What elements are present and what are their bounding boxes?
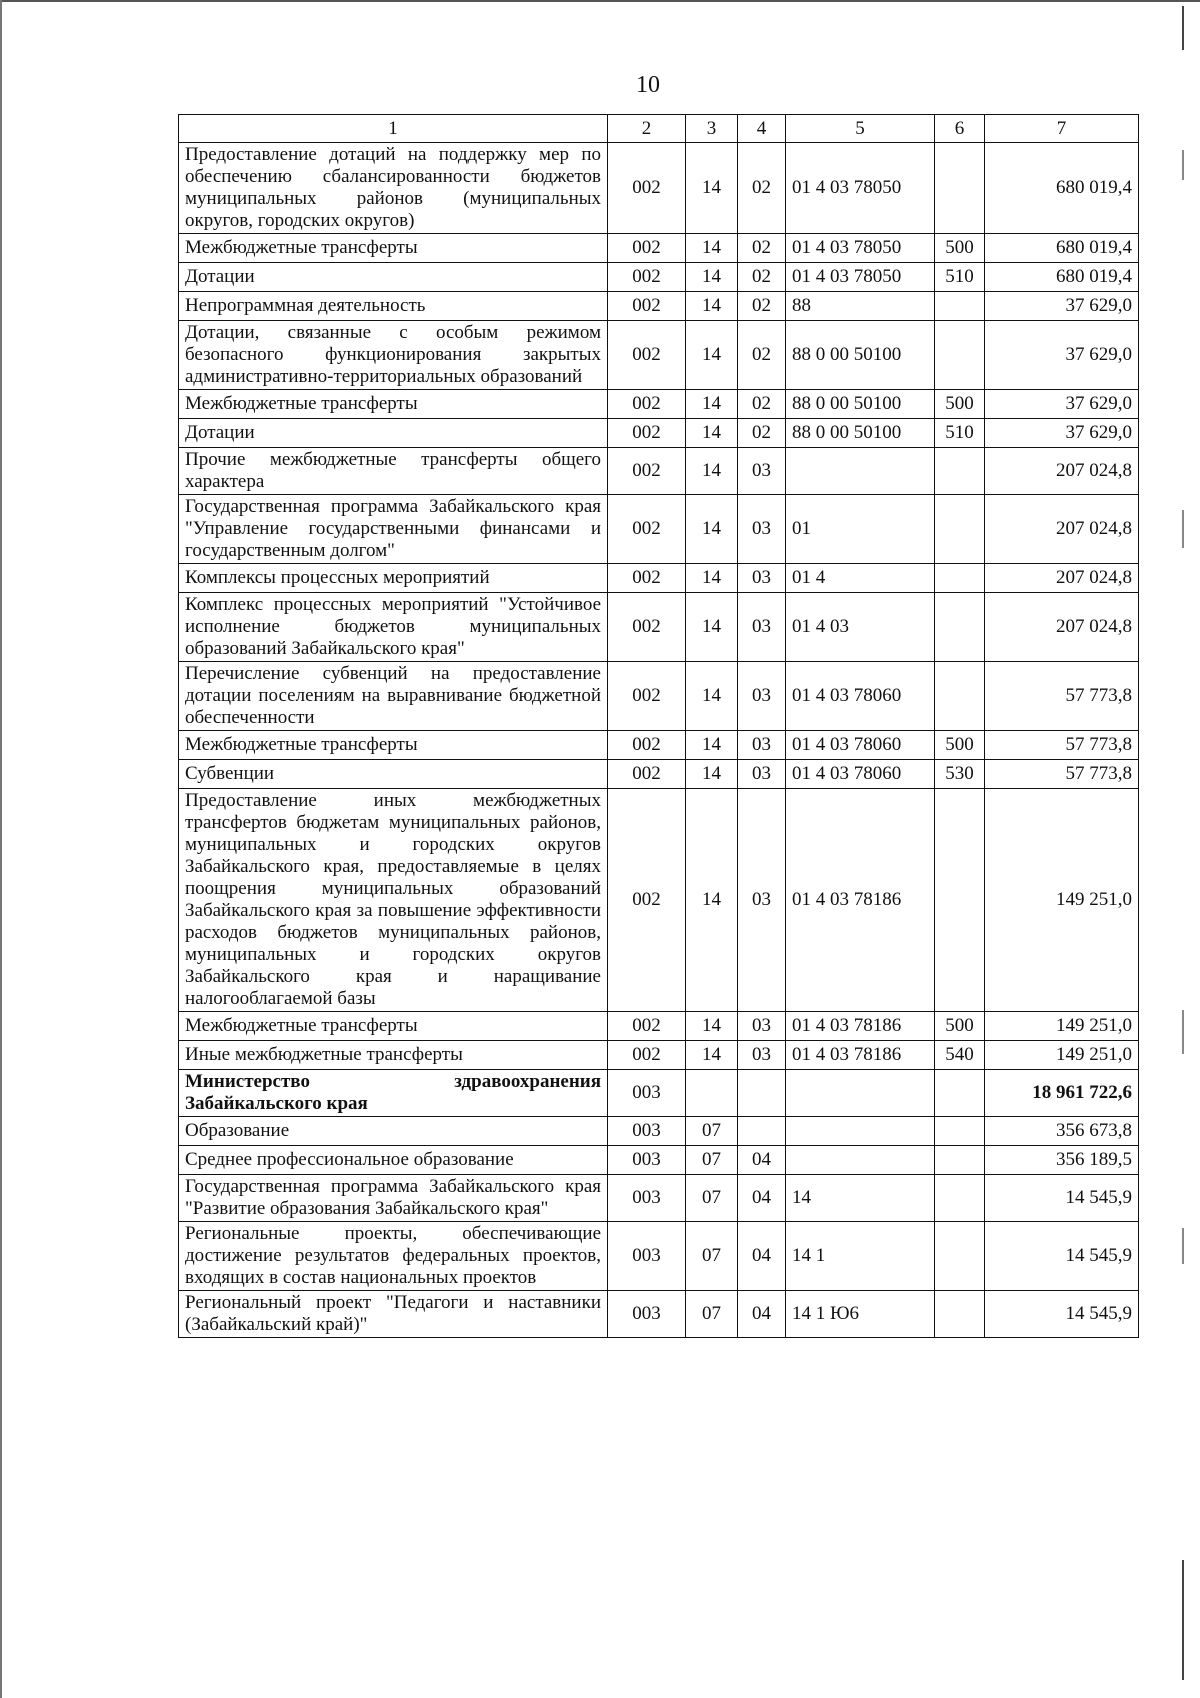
table-row: [179, 448, 1139, 495]
row-section-code: 14: [686, 263, 738, 292]
row-target-article: 14 1: [786, 1222, 935, 1291]
row-subsection-code: 02: [738, 292, 786, 321]
table-row: [179, 263, 1139, 292]
row-subsection-code: 03: [738, 662, 786, 731]
scan-mark: [1182, 1560, 1184, 1680]
row-subsection-code: 03: [738, 1041, 786, 1070]
row-amount: 37 629,0: [985, 390, 1139, 419]
table-row: [179, 1041, 1139, 1070]
row-target-article: [786, 1070, 935, 1117]
row-subsection-code: 02: [738, 390, 786, 419]
row-expense-type: 500: [935, 390, 985, 419]
row-name: Субвенции: [179, 760, 608, 789]
row-section-code: 14: [686, 495, 738, 564]
row-amount: 14 545,9: [985, 1291, 1139, 1338]
scan-edge-left: [0, 0, 2, 1698]
row-subsection-code: 02: [738, 143, 786, 234]
row-target-article: 14: [786, 1175, 935, 1222]
row-expense-type: [935, 593, 985, 662]
row-amount: 207 024,8: [985, 564, 1139, 593]
row-target-article: 01 4 03 78186: [786, 789, 935, 1012]
row-name: Дотации: [179, 263, 608, 292]
row-expense-type: [935, 1070, 985, 1117]
row-ved-code: 002: [608, 292, 686, 321]
row-ved-code: 002: [608, 263, 686, 292]
row-name: Образование: [179, 1117, 608, 1146]
row-expense-type: 510: [935, 263, 985, 292]
col-header-pr: 4: [738, 115, 786, 143]
row-ved-code: 002: [608, 789, 686, 1012]
row-amount: 57 773,8: [985, 662, 1139, 731]
scan-mark: [1182, 1010, 1184, 1054]
row-subsection-code: 03: [738, 564, 786, 593]
row-amount: 57 773,8: [985, 760, 1139, 789]
scan-mark: [1182, 510, 1184, 548]
table-row: [179, 564, 1139, 593]
row-ved-code: 002: [608, 321, 686, 390]
col-header-amount: 7: [985, 115, 1139, 143]
table-row: [179, 731, 1139, 760]
row-name: Перечисление субвенций на предоставление дотации поселениям на выравнивание бюджетной обеспеченности: [179, 662, 608, 731]
table-row: [179, 593, 1139, 662]
row-section-code: 14: [686, 1012, 738, 1041]
row-name: Иные межбюджетные трансферты: [179, 1041, 608, 1070]
row-target-article: 01 4 03 78050: [786, 263, 935, 292]
row-name: Межбюджетные трансферты: [179, 1012, 608, 1041]
row-expense-type: [935, 1117, 985, 1146]
row-subsection-code: 03: [738, 1012, 786, 1041]
col-header-ved: 2: [608, 115, 686, 143]
row-section-code: 14: [686, 593, 738, 662]
row-ved-code: 002: [608, 234, 686, 263]
row-ved-code: 002: [608, 1041, 686, 1070]
table-row: [179, 1117, 1139, 1146]
row-ved-code: 002: [608, 662, 686, 731]
table-row: [179, 234, 1139, 263]
row-ved-code: 002: [608, 143, 686, 234]
row-target-article: 01 4: [786, 564, 935, 593]
page-number: 10: [636, 72, 660, 98]
row-section-code: [686, 1070, 738, 1117]
row-expense-type: 510: [935, 419, 985, 448]
col-header-vr: 6: [935, 115, 985, 143]
row-name: Региональный проект "Педагоги и наставники (Забайкальский край)": [179, 1291, 608, 1338]
row-subsection-code: 04: [738, 1222, 786, 1291]
row-name: Межбюджетные трансферты: [179, 390, 608, 419]
row-expense-type: [935, 495, 985, 564]
row-target-article: [786, 448, 935, 495]
row-target-article: [786, 1117, 935, 1146]
row-amount: 680 019,4: [985, 263, 1139, 292]
table-row: [179, 143, 1139, 234]
scan-mark: [1182, 6, 1184, 50]
row-section-code: 14: [686, 321, 738, 390]
row-subsection-code: [738, 1070, 786, 1117]
row-name: Министерство здравоохранения Забайкальского края: [179, 1070, 608, 1117]
row-name: Прочие межбюджетные трансферты общего характера: [179, 448, 608, 495]
row-target-article: 01: [786, 495, 935, 564]
row-section-code: 14: [686, 143, 738, 234]
row-expense-type: [935, 1291, 985, 1338]
row-name: Межбюджетные трансферты: [179, 234, 608, 263]
row-subsection-code: 03: [738, 760, 786, 789]
row-ved-code: 002: [608, 593, 686, 662]
table-row: [179, 1291, 1139, 1338]
row-section-code: 07: [686, 1146, 738, 1175]
row-target-article: 01 4 03 78060: [786, 760, 935, 789]
row-target-article: 01 4 03 78050: [786, 234, 935, 263]
row-expense-type: 530: [935, 760, 985, 789]
row-ved-code: 002: [608, 760, 686, 789]
row-amount: 356 673,8: [985, 1117, 1139, 1146]
row-subsection-code: 04: [738, 1291, 786, 1338]
row-subsection-code: 03: [738, 593, 786, 662]
row-ved-code: 002: [608, 495, 686, 564]
row-target-article: 88 0 00 50100: [786, 321, 935, 390]
row-expense-type: 500: [935, 731, 985, 760]
row-subsection-code: 03: [738, 495, 786, 564]
row-expense-type: [935, 662, 985, 731]
row-ved-code: 002: [608, 1012, 686, 1041]
row-ved-code: 003: [608, 1175, 686, 1222]
row-subsection-code: 02: [738, 234, 786, 263]
row-target-article: [786, 1146, 935, 1175]
row-expense-type: 500: [935, 1012, 985, 1041]
row-name: Предоставление иных межбюджетных трансфертов бюджетам муниципальных районов, муниципальных и городских округов Забайкальского края, предоставляемые в целях поощрения муниципальных образований Забайкальского края за повышение эффективности расходов бюджетов муниципальных районов, муниципальных и городских округов Забайкальского края и наращивание налогооблагаемой базы: [179, 789, 608, 1012]
row-section-code: 14: [686, 1041, 738, 1070]
row-target-article: 01 4 03 78060: [786, 731, 935, 760]
row-expense-type: [935, 143, 985, 234]
row-ved-code: 002: [608, 419, 686, 448]
row-expense-type: [935, 1146, 985, 1175]
row-subsection-code: 02: [738, 263, 786, 292]
budget-table: [178, 114, 1139, 1338]
row-target-article: 88: [786, 292, 935, 321]
row-section-code: 07: [686, 1222, 738, 1291]
row-section-code: 14: [686, 390, 738, 419]
row-subsection-code: 04: [738, 1146, 786, 1175]
row-amount: 149 251,0: [985, 1041, 1139, 1070]
table-row: [179, 760, 1139, 789]
row-amount: 207 024,8: [985, 593, 1139, 662]
row-expense-type: [935, 564, 985, 593]
table-row: [179, 419, 1139, 448]
row-section-code: 07: [686, 1175, 738, 1222]
table-row: [179, 1012, 1139, 1041]
row-ved-code: 003: [608, 1222, 686, 1291]
row-name: Комплекс процессных мероприятий "Устойчивое исполнение бюджетов муниципальных образований Забайкальского края": [179, 593, 608, 662]
row-name: Государственная программа Забайкальского края "Развитие образования Забайкальского края": [179, 1175, 608, 1222]
row-amount: 149 251,0: [985, 1012, 1139, 1041]
row-ved-code: 003: [608, 1146, 686, 1175]
col-header-rz: 3: [686, 115, 738, 143]
row-name: Предоставление дотаций на поддержку мер по обеспечению сбалансированности бюджетов муниципальных районов (муниципальных округов, городских округов): [179, 143, 608, 234]
row-amount: 37 629,0: [985, 292, 1139, 321]
table-row: [179, 495, 1139, 564]
table-row: [179, 1222, 1139, 1291]
row-amount: 37 629,0: [985, 321, 1139, 390]
row-ved-code: 003: [608, 1070, 686, 1117]
row-expense-type: [935, 789, 985, 1012]
row-section-code: 14: [686, 662, 738, 731]
row-amount: 680 019,4: [985, 234, 1139, 263]
table-row: [179, 1146, 1139, 1175]
row-subsection-code: 03: [738, 789, 786, 1012]
row-expense-type: [935, 1175, 985, 1222]
table-row: [179, 321, 1139, 390]
row-target-article: 01 4 03: [786, 593, 935, 662]
row-subsection-code: [738, 1117, 786, 1146]
row-subsection-code: 03: [738, 731, 786, 760]
row-subsection-code: 03: [738, 448, 786, 495]
table-row: [179, 1070, 1139, 1117]
row-section-code: 14: [686, 419, 738, 448]
row-name: Региональные проекты, обеспечивающие достижение результатов федеральных проектов, входящих в состав национальных проектов: [179, 1222, 608, 1291]
row-expense-type: [935, 1222, 985, 1291]
row-expense-type: [935, 321, 985, 390]
row-expense-type: [935, 292, 985, 321]
row-target-article: 88 0 00 50100: [786, 419, 935, 448]
row-amount: 14 545,9: [985, 1222, 1139, 1291]
row-subsection-code: 02: [738, 419, 786, 448]
row-section-code: 14: [686, 789, 738, 1012]
scan-mark: [1182, 1228, 1184, 1264]
row-ved-code: 002: [608, 448, 686, 495]
row-amount: 207 024,8: [985, 448, 1139, 495]
row-target-article: 01 4 03 78060: [786, 662, 935, 731]
row-amount: 207 024,8: [985, 495, 1139, 564]
row-target-article: 88 0 00 50100: [786, 390, 935, 419]
row-ved-code: 002: [608, 731, 686, 760]
row-ved-code: 003: [608, 1291, 686, 1338]
row-name: Непрограммная деятельность: [179, 292, 608, 321]
row-ved-code: 003: [608, 1117, 686, 1146]
row-name: Межбюджетные трансферты: [179, 731, 608, 760]
header-row: [179, 115, 1139, 143]
row-name: Комплексы процессных мероприятий: [179, 564, 608, 593]
col-header-name: 1: [179, 115, 608, 143]
row-section-code: 14: [686, 234, 738, 263]
row-section-code: 14: [686, 292, 738, 321]
row-name: Дотации, связанные с особым режимом безопасного функционирования закрытых административно-территориальных образований: [179, 321, 608, 390]
row-name: Среднее профессиональное образование: [179, 1146, 608, 1175]
row-expense-type: 540: [935, 1041, 985, 1070]
row-amount: 37 629,0: [985, 419, 1139, 448]
col-header-csr: 5: [786, 115, 935, 143]
row-target-article: 01 4 03 78050: [786, 143, 935, 234]
table-row: [179, 390, 1139, 419]
row-ved-code: 002: [608, 390, 686, 419]
row-amount: 57 773,8: [985, 731, 1139, 760]
scan-edge-top: [0, 0, 1200, 2]
row-section-code: 14: [686, 564, 738, 593]
row-section-code: 07: [686, 1291, 738, 1338]
row-amount: 18 961 722,6: [985, 1070, 1139, 1117]
row-expense-type: 500: [935, 234, 985, 263]
row-section-code: 07: [686, 1117, 738, 1146]
row-amount: 356 189,5: [985, 1146, 1139, 1175]
row-section-code: 14: [686, 760, 738, 789]
scan-mark: [1182, 150, 1184, 180]
table-row: [179, 1175, 1139, 1222]
row-amount: 149 251,0: [985, 789, 1139, 1012]
row-target-article: 14 1 Ю6: [786, 1291, 935, 1338]
row-target-article: 01 4 03 78186: [786, 1041, 935, 1070]
row-subsection-code: 02: [738, 321, 786, 390]
row-subsection-code: 04: [738, 1175, 786, 1222]
row-section-code: 14: [686, 448, 738, 495]
row-name: Дотации: [179, 419, 608, 448]
row-expense-type: [935, 448, 985, 495]
row-amount: 14 545,9: [985, 1175, 1139, 1222]
row-target-article: 01 4 03 78186: [786, 1012, 935, 1041]
table-row: [179, 662, 1139, 731]
row-amount: 680 019,4: [985, 143, 1139, 234]
table-row: [179, 789, 1139, 1012]
table-row: [179, 292, 1139, 321]
row-name: Государственная программа Забайкальского края "Управление государственными финансами и государственным долгом": [179, 495, 608, 564]
row-section-code: 14: [686, 731, 738, 760]
row-ved-code: 002: [608, 564, 686, 593]
